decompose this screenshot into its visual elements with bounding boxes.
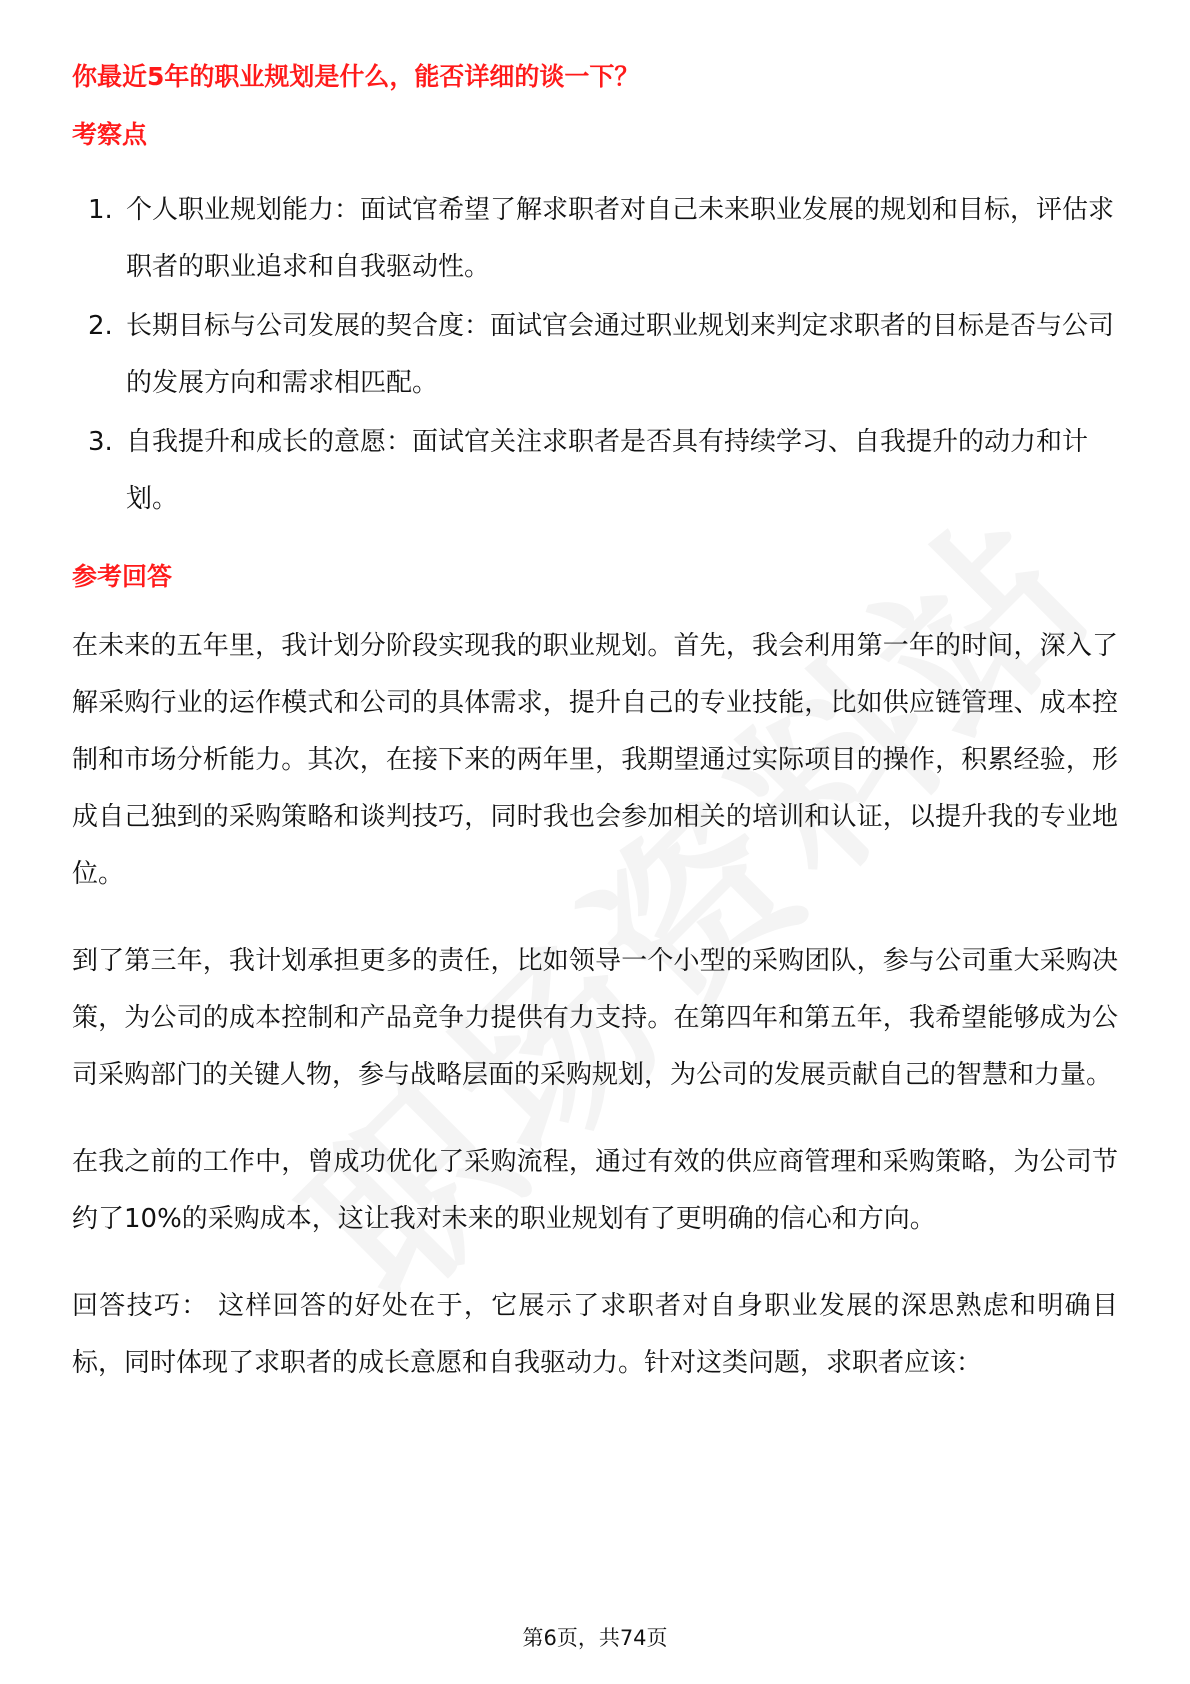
examine-point-2	[72, 298, 1118, 412]
point-text: 个人职业规划能力：面试官希望了解求职者对自己未来职业发展的规划和目标，评估求职者的职业追求和自我驱动性。	[126, 195, 1115, 282]
point-number: 1.	[88, 195, 113, 225]
reference-answer-title: 参考回答	[72, 562, 173, 591]
examine-point-3	[72, 414, 1118, 528]
point-number: 3.	[88, 427, 113, 457]
answer-paragraph-2: 到了第三年，我计划承担更多的责任，比如领导一个小型的采购团队，参与公司重大采购决策，为公司的成本控制和产品竞争力提供有力支持。在第四年和第五年，我希望能够成为公司采购部门的关键人物，参与战略层面的采购规划，为公司的发展贡献自己的智慧和力量。	[72, 946, 1118, 1090]
examine-point-1	[72, 182, 1118, 296]
document-body	[72, 58, 1118, 1392]
examine-points-list	[72, 182, 1118, 528]
page-footer: 第6页，共74页	[522, 1626, 668, 1650]
examine-points-title: 考察点	[72, 120, 148, 149]
answer-paragraph-3: 在我之前的工作中，曾成功优化了采购流程，通过有效的供应商管理和采购策略，为公司节约了10%的采购成本，这让我对未来的职业规划有了更明确的信心和方向。	[72, 1147, 1118, 1234]
point-text: 长期目标与公司发展的契合度：面试官会通过职业规划来判定求职者的目标是否与公司的发展方向和需求相匹配。	[126, 311, 1115, 398]
answer-tips-paragraph: 回答技巧： 这样回答的好处在于，它展示了求职者对自身职业发展的深思熟虑和明确目标，同时体现了求职者的成长意愿和自我驱动力。针对这类问题，求职者应该：	[72, 1291, 1118, 1378]
point-number: 2.	[88, 311, 113, 341]
point-text: 自我提升和成长的意愿：面试官关注求职者是否具有持续学习、自我提升的动力和计划。	[126, 427, 1089, 514]
answer-paragraph-1: 在未来的五年里，我计划分阶段实现我的职业规划。首先，我会利用第一年的时间，深入了解采购行业的运作模式和公司的具体需求，提升自己的专业技能，比如供应链管理、成本控制和市场分析能力。其次，在接下来的两年里，我期望通过实际项目的操作，积累经验，形成自己独到的采购策略和谈判技巧，同时我也会参加相关的培训和认证，以提升我的专业地位。	[72, 631, 1118, 889]
question-heading: 你最近5年的职业规划是什么，能否详细的谈一下？	[72, 62, 640, 91]
